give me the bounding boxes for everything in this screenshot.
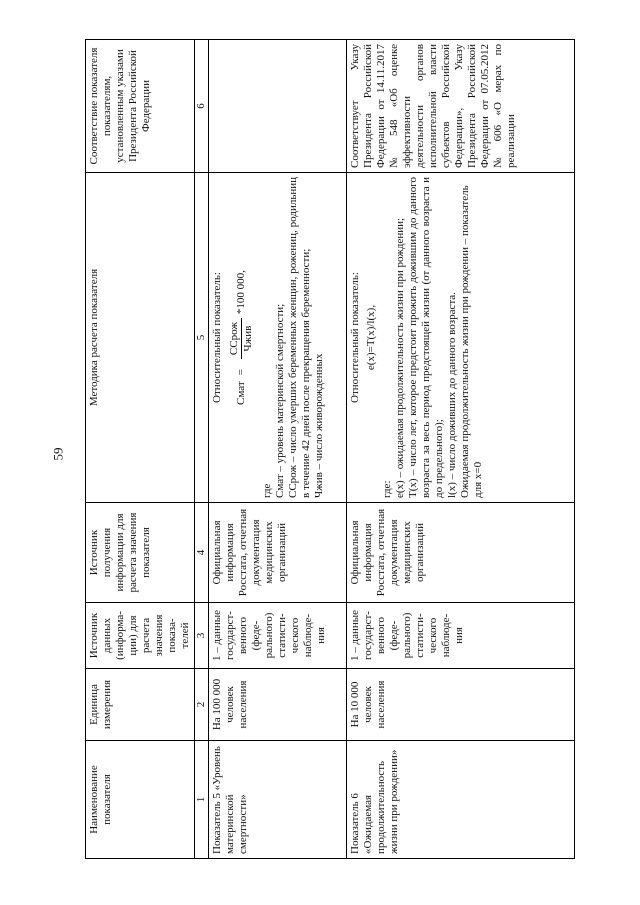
col-number-6: 6	[195, 40, 209, 173]
method-intro: Относительный показатель:	[349, 272, 361, 403]
method-where: где	[261, 483, 273, 498]
formula-rhs: *100 000,	[235, 270, 247, 315]
unit-cell: На 10 000 человек населения	[347, 669, 575, 741]
unit-cell: На 100 000 человек населения	[209, 669, 347, 741]
indicator-name: Показатель 6 «Ожидаемая продолжительность жизни при рождении»	[347, 741, 575, 859]
header-unit: Единица измерения	[86, 669, 195, 741]
formula-fraction	[228, 318, 255, 359]
formula-eq: =	[235, 369, 247, 376]
col-number-4: 4	[195, 503, 209, 603]
formula: e(x)=T(x)/l(x),	[365, 304, 377, 371]
column-number-row	[195, 40, 209, 859]
col-number-1: 1	[195, 741, 209, 859]
col-number-3: 3	[195, 603, 209, 669]
formula	[228, 177, 255, 498]
header-name: Наименование показателя	[86, 741, 195, 859]
col-number-5: 5	[195, 173, 209, 503]
compliance-cell	[209, 40, 347, 173]
indicators-table	[85, 39, 575, 859]
formula-denominator: Чжив	[242, 325, 254, 352]
method-line: Ожидаемая продолжительность жизни при рождении – показатель для x=0	[459, 185, 484, 498]
source-info-cell: Официальная информация Росстата, отчетная документация медицинских организаций	[209, 503, 347, 603]
method-cell	[347, 173, 575, 503]
method-line: e(x) – ожидаемая продолжительность жизни при рождении;	[394, 217, 406, 498]
formula-lhs: Смат	[235, 381, 247, 405]
formula-numerator: ССрож	[228, 318, 242, 359]
method-cell	[209, 173, 347, 503]
compliance-cell: Соответствует Указу Президента Российской Федерации от 14.11.2017 № 548 «Об оценке эффективности деятельности органов исполнительной власти субъектов Российской Федерации», Указу Президента Российской Федерации от 07.05.2012 № 606 «О мерах по реализации	[347, 40, 575, 173]
table-row	[209, 40, 347, 859]
method-where: где:	[381, 480, 393, 498]
method-line: l(x) – число доживших до данного возраста.	[446, 292, 458, 498]
header-method: Методика расчета показателя	[86, 173, 195, 503]
source-data-cell: 1 – данные государст-венного (феде-рального) статисти-ческого наблюде-ния	[209, 603, 347, 669]
indicator-name: Показатель 5 «Уровень материнской смертности»	[209, 741, 347, 859]
header-compliance: Соответствие показателя показателям, установленным указами Президента Российской Федерации	[86, 40, 195, 173]
method-line: Чжив – число живорожденных	[313, 353, 325, 498]
method-line: ССрож – число умерших беременных женщин, рожениц, родильниц в течение 42 дней после прекращения беременности;	[287, 177, 312, 498]
header-source-info: Источник получения информации для расчета значения показателя	[86, 503, 195, 603]
col-number-2: 2	[195, 669, 209, 741]
source-data-cell: 1 – данные государст-венного (феде-рального) статисти-ческого наблюде-ния	[347, 603, 575, 669]
source-info-cell: Официальная информация Росстата, отчетная документация медицинских организаций	[347, 503, 575, 603]
table-row	[347, 40, 575, 859]
header-row	[86, 40, 195, 859]
method-line: Смат – уровень материнской смертности;	[274, 303, 286, 498]
page-number: 59	[50, 447, 66, 461]
method-intro: Относительный показатель:	[211, 272, 223, 403]
method-line: T(x) – число лет, которое предстоит прожить дожившим до данного возраста за весь период предстоящей жизни (от данного возраста и до предельного);	[407, 177, 445, 498]
rotated-page-content	[85, 40, 575, 859]
header-source-data: Источник данных (информа-ции) для расчета значения показа-телей	[86, 603, 195, 669]
